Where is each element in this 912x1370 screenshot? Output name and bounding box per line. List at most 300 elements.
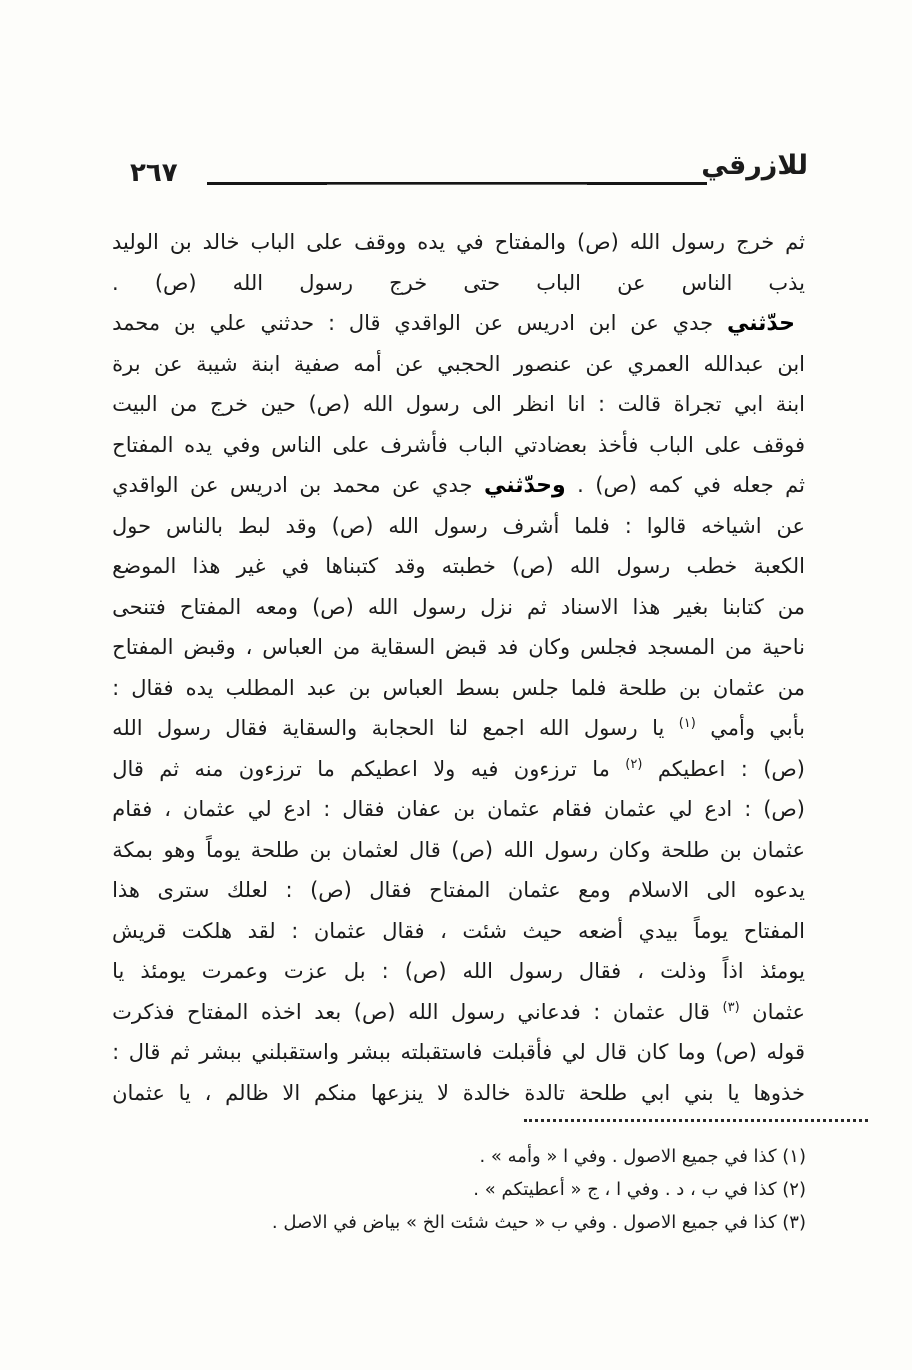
body-line <box>112 546 805 587</box>
body-word: المسجد <box>647 635 716 659</box>
body-word: من <box>777 675 805 700</box>
body-word: طلحة <box>618 675 667 700</box>
footnote-item: (٢) كذا في ب ، د . وفي ا ، ج « أعطيتكم » . <box>473 1179 806 1200</box>
body-word: لبط <box>237 513 271 538</box>
body-word: خالدة <box>462 1080 511 1105</box>
body-word: : <box>323 797 331 821</box>
body-word: تالدة <box>524 1080 566 1105</box>
body-word: البيت <box>112 392 158 416</box>
body-word: ابي <box>641 1080 671 1105</box>
body-word: الناس <box>681 270 733 295</box>
body-word: الباب <box>458 432 504 457</box>
body-line <box>112 222 805 263</box>
body-word: (ص) <box>511 554 554 578</box>
body-word: ابن <box>588 311 617 335</box>
body-word: قال <box>348 311 381 335</box>
body-word: عثمان <box>603 797 657 821</box>
body-word: غير <box>236 554 266 578</box>
body-word: : <box>593 999 601 1024</box>
body-word: فأشرف <box>380 432 448 457</box>
body-word: رسول <box>299 270 354 295</box>
body-word: المفتاح <box>187 999 249 1024</box>
body-word: : <box>744 797 752 821</box>
body-word: كان <box>636 1040 669 1064</box>
body-word: فجلس <box>580 635 638 659</box>
footnote-separator <box>524 1119 868 1122</box>
body-word: (ص) <box>353 999 396 1024</box>
body-word: (ص) <box>308 392 351 416</box>
body-line <box>112 830 805 871</box>
body-word: وأمي <box>710 716 755 740</box>
body-word: عثمان <box>507 878 561 902</box>
body-word: بأبي <box>769 716 805 740</box>
body-word: الله <box>503 837 534 862</box>
body-word: يومئذ <box>759 959 805 983</box>
body-line <box>112 344 805 385</box>
body-word: قوله <box>766 1040 805 1064</box>
body-word: (ص) <box>715 1040 757 1064</box>
body-word: برة <box>112 351 141 376</box>
body-word: يومئذ <box>140 959 186 983</box>
body-line <box>112 789 805 830</box>
body-word: كمه <box>648 473 682 497</box>
body-word: نزل <box>480 594 513 619</box>
body-word: من <box>725 635 753 659</box>
body-word: فقال <box>369 878 412 902</box>
body-word: رسول <box>509 959 563 983</box>
body-word: لعلك <box>226 878 269 902</box>
body-word: لي <box>668 797 693 821</box>
body-word: بيدي <box>638 918 679 943</box>
body-word: ، <box>204 1080 212 1105</box>
body-word: فذكرت <box>112 999 175 1024</box>
body-word: الاسناد <box>560 594 619 619</box>
body-word: ببشر <box>199 1040 242 1064</box>
body-line <box>112 911 805 952</box>
body-word: عفان <box>396 797 442 821</box>
body-word: رسول <box>405 392 460 416</box>
footnote-marker: (٢) <box>625 756 643 772</box>
body-text <box>112 222 805 1113</box>
body-word: خطبته <box>441 554 496 578</box>
body-word: جعله <box>732 473 774 497</box>
body-word: رسول <box>583 716 638 740</box>
body-word: عزت <box>283 959 328 983</box>
body-word: فيه <box>470 756 499 781</box>
body-word: علي <box>209 311 247 335</box>
body-word: ابنة <box>251 351 281 376</box>
body-word: (ص) <box>310 878 352 902</box>
body-word: . <box>112 270 119 295</box>
body-word: بعد <box>314 999 342 1024</box>
body-word: تجراة <box>673 392 722 416</box>
body-word: ما <box>592 756 610 781</box>
body-word: هذا <box>112 878 141 902</box>
body-word: ابن <box>777 351 805 376</box>
body-word: قال <box>112 756 144 781</box>
body-word: لي <box>561 1040 586 1064</box>
body-line <box>112 668 805 709</box>
body-word: طلحة <box>250 837 300 862</box>
body-word: المفتاح <box>429 878 491 902</box>
body-word: فدعاني <box>517 999 581 1024</box>
body-word: فقام <box>551 797 592 821</box>
body-word: فقال <box>225 716 268 740</box>
body-word: بغير <box>674 594 709 619</box>
body-line <box>112 749 805 790</box>
body-word: الله <box>569 554 601 578</box>
body-word: قال <box>678 999 710 1024</box>
body-word: العباس <box>262 635 324 659</box>
body-word: خالد <box>202 230 240 254</box>
body-word: يدعوه <box>753 878 805 902</box>
body-word: بن <box>348 675 371 700</box>
body-word: بن <box>453 797 476 821</box>
body-word: ووقف <box>354 230 407 254</box>
body-word: شئت <box>462 918 507 943</box>
body-word: يا <box>112 959 125 983</box>
body-word: : <box>598 392 606 416</box>
body-word: سترى <box>157 878 210 902</box>
body-word: عن <box>776 513 805 538</box>
body-word: يوماً <box>693 918 729 943</box>
body-word: (ص) <box>331 513 374 538</box>
body-word: الله <box>538 716 570 740</box>
body-word: هذا <box>192 554 221 578</box>
header-rule <box>207 182 707 185</box>
body-word: الله <box>362 392 394 416</box>
body-word: هذا <box>632 594 661 619</box>
body-word: قريش <box>112 918 167 943</box>
body-word: ما <box>317 756 335 781</box>
body-word: فلما <box>574 513 610 538</box>
body-word: محمد <box>332 473 381 497</box>
body-word: عثمان <box>752 999 805 1024</box>
body-word: : <box>285 878 293 902</box>
body-word: الله <box>367 594 399 619</box>
body-word: يا <box>178 1080 191 1105</box>
body-word: قال <box>595 1040 627 1064</box>
body-word: لنا <box>448 716 468 740</box>
body-word: من <box>170 392 198 416</box>
body-word: فأخذ <box>597 432 639 457</box>
body-word: عن <box>630 311 659 335</box>
body-word: (ص) <box>312 594 354 619</box>
page-number: ٢٦٧ <box>130 158 178 188</box>
body-word: الكعبة <box>753 554 805 578</box>
body-line <box>112 708 805 749</box>
body-word: على <box>306 230 344 254</box>
body-word: اجمع <box>482 716 525 740</box>
body-word: كتابنا <box>722 594 764 619</box>
body-word: يذب <box>768 270 805 295</box>
body-word: المفتاح <box>112 432 174 457</box>
body-word: ، <box>440 918 447 943</box>
body-word: ادريس <box>229 473 288 497</box>
body-word: جدي <box>432 473 473 497</box>
body-line <box>112 1073 805 1114</box>
body-word: الواقدي <box>112 473 179 497</box>
body-line <box>112 303 805 344</box>
body-word: صفية <box>293 351 340 376</box>
body-word: السقاية <box>370 635 436 659</box>
body-word: خذوها <box>753 1080 805 1105</box>
body-word: بعضادتي <box>513 432 588 457</box>
body-word: من <box>777 594 805 619</box>
body-word: واستقبلني <box>251 1040 339 1064</box>
body-word: خطب <box>686 554 738 578</box>
body-word: اشياخه <box>701 513 762 538</box>
body-word: لا <box>437 1080 450 1105</box>
body-word: انا <box>567 392 586 416</box>
body-word: عنصور <box>513 351 572 376</box>
body-word: يوماً <box>205 837 241 862</box>
body-word: عن <box>189 473 219 497</box>
body-word: الله <box>462 959 493 983</box>
body-word: المفتاح <box>743 918 805 943</box>
body-word: يا <box>727 1080 740 1105</box>
body-word: عثمان <box>612 999 666 1024</box>
body-word: وقد <box>394 554 426 578</box>
body-word: اعطيكم <box>350 756 418 781</box>
body-line <box>112 627 805 668</box>
body-word: رسول <box>412 594 467 619</box>
body-word: طلحة <box>661 837 710 862</box>
footnote-item: (١) كذا في جميع الاصول . وفي ا « وأمه » . <box>479 1146 806 1167</box>
body-word: انظر <box>514 392 555 416</box>
body-word: شيبة <box>196 351 238 376</box>
body-word: حول <box>112 513 152 538</box>
body-word: عن <box>154 351 183 376</box>
body-word: ، <box>245 635 253 659</box>
body-word: قال <box>128 1040 161 1064</box>
body-word: قالوا <box>646 513 687 538</box>
body-word: ثم <box>527 594 547 619</box>
body-word: ادع <box>704 797 733 821</box>
body-word: في <box>693 473 721 497</box>
body-line <box>112 1032 805 1073</box>
body-word: اخذه <box>260 999 302 1024</box>
body-word: من <box>332 635 361 659</box>
body-word: وما <box>677 1040 706 1064</box>
body-line <box>112 465 805 506</box>
body-word: خرج <box>736 230 775 254</box>
body-word: عثمان <box>752 837 805 862</box>
body-word: وقد <box>285 513 317 538</box>
body-word: ظالم <box>225 1080 269 1105</box>
body-word: ترزءون <box>238 756 302 781</box>
body-word: منكم <box>313 1080 358 1105</box>
body-word: عثمان <box>182 797 236 821</box>
body-word: رسول <box>616 554 671 578</box>
body-word: المفتاح <box>179 594 242 619</box>
body-word: الحجابة <box>371 716 435 740</box>
body-word: حتى <box>463 270 501 295</box>
body-word: يا <box>652 716 665 740</box>
body-word: فقال <box>578 959 622 983</box>
body-word: أضعه <box>578 918 624 943</box>
body-word: والسقاية <box>281 716 358 740</box>
body-word: (ص) <box>404 959 447 983</box>
body-word: ناحية <box>762 635 805 659</box>
body-word: : <box>112 675 120 700</box>
body-line <box>112 951 805 992</box>
body-word: محمد <box>112 311 161 335</box>
body-word: فلما <box>570 675 607 700</box>
body-word: : <box>112 1040 120 1064</box>
body-word: : <box>740 756 748 781</box>
body-word: خرج <box>389 270 428 295</box>
footnotes <box>112 1140 806 1239</box>
body-word: عبد <box>306 675 337 700</box>
body-line <box>112 263 805 304</box>
body-word: لقد <box>247 918 276 943</box>
body-word: عن <box>474 311 504 335</box>
body-word: الواقدي <box>394 311 461 335</box>
header-title: للازرقي <box>701 150 808 181</box>
footnote-marker: (١) <box>678 716 696 731</box>
body-word: عثمان <box>313 918 367 943</box>
body-word: ادريس <box>517 311 575 335</box>
body-word: ثم <box>785 473 805 497</box>
body-word: جدي <box>672 311 714 335</box>
body-word: قال <box>409 837 441 862</box>
body-word: فد <box>497 635 519 659</box>
body-word: ببشر <box>348 1040 392 1064</box>
body-word: ابنة <box>775 392 805 416</box>
body-word: ومع <box>578 878 611 902</box>
body-word: لي <box>247 797 272 821</box>
body-word: جلس <box>512 675 559 700</box>
body-word: وفي <box>222 432 261 457</box>
body-word: بسط <box>455 675 500 700</box>
body-word: الله <box>629 230 661 254</box>
body-word: وعمرت <box>201 959 268 983</box>
body-line <box>112 425 805 466</box>
body-word: الى <box>472 392 502 416</box>
body-word: فوقف <box>752 432 805 457</box>
body-word: وكان <box>528 635 571 659</box>
body-word: المفتاح <box>112 635 174 659</box>
body-word: الله <box>232 270 264 295</box>
body-word: رسول <box>156 716 211 740</box>
body-word: أمه <box>353 351 382 376</box>
body-word: منه <box>194 756 224 781</box>
body-word: الباب <box>536 270 581 295</box>
body-word-bold: حدّثني <box>726 311 795 336</box>
footnote-marker: (٣) <box>722 999 740 1015</box>
body-word: الله <box>112 716 143 740</box>
body-word: الموضع <box>112 554 177 578</box>
body-word: وهو <box>163 837 196 862</box>
body-word: بن <box>173 311 196 335</box>
body-word: (ص) <box>763 756 805 781</box>
body-word: يده <box>185 675 214 700</box>
body-word: لعثمان <box>341 837 399 862</box>
body-word: ولا <box>433 756 456 781</box>
body-word: الناس <box>271 432 322 457</box>
body-word: بن <box>169 230 192 254</box>
body-word: بن <box>678 675 701 700</box>
body-word: فقال <box>342 797 385 821</box>
body-word: فتنحى <box>112 594 166 619</box>
body-word: خرج <box>209 392 249 416</box>
body-word: رسول <box>433 513 488 538</box>
body-word: رسول <box>451 999 505 1024</box>
body-word: رسول <box>544 837 599 862</box>
body-word: الله <box>408 999 439 1024</box>
body-word: اذاً <box>722 959 744 983</box>
body-word: ثم <box>159 756 180 781</box>
body-word: ثم <box>169 1040 190 1064</box>
body-word: فأقبلت <box>491 1040 553 1064</box>
body-word: (ص) <box>595 473 638 497</box>
body-word: : <box>291 918 299 943</box>
body-word: الى <box>706 878 737 902</box>
body-word: اعطيكم <box>657 756 726 781</box>
body-word: هلكت <box>181 918 233 943</box>
body-word: ، <box>637 959 645 983</box>
body-word: ابي <box>734 392 764 416</box>
body-word: الوليد <box>112 230 159 254</box>
body-word: عن <box>392 473 421 497</box>
body-word: قالت <box>617 392 662 416</box>
footnote-item: (٣) كذا في جميع الاصول . وفي ب « حيث شئت الخ » بياض في الاصل . <box>271 1212 806 1233</box>
body-word: الحجبي <box>437 351 501 376</box>
body-word: (ص) <box>451 837 494 862</box>
body-word: على <box>704 432 742 457</box>
body-word: بالناس <box>166 513 224 538</box>
body-word: فقام <box>112 797 153 821</box>
body-word: (ص) <box>154 270 197 295</box>
body-line <box>112 992 805 1033</box>
body-word: يده <box>184 432 213 457</box>
body-word: ادع <box>283 797 312 821</box>
body-word: في <box>456 230 484 254</box>
body-word: الاسلام <box>628 878 690 902</box>
body-word: (ص) <box>577 230 619 254</box>
body-word: عبدالله <box>703 351 764 376</box>
body-word: . <box>577 473 584 497</box>
body-word: وكان <box>608 837 651 862</box>
body-word: فاستقبلته <box>400 1040 483 1064</box>
body-word: الباب <box>250 230 296 254</box>
body-word: بن <box>299 473 322 497</box>
body-word: رسول <box>671 230 726 254</box>
body-word: حيث <box>522 918 563 943</box>
body-line <box>112 587 805 628</box>
body-word: ينزعها <box>370 1080 424 1105</box>
body-word-bold: وحدّثني <box>483 473 566 498</box>
body-word: بمكة <box>112 837 154 862</box>
body-word: بل <box>343 959 366 983</box>
body-word: عن <box>585 351 614 376</box>
body-word: الله <box>388 513 419 538</box>
body-word: عن <box>617 270 646 295</box>
body-word: بن <box>719 837 742 862</box>
body-word: المطلب <box>225 675 295 700</box>
body-word: عثمان <box>712 675 766 700</box>
body-word: الا <box>282 1080 301 1105</box>
body-word: : <box>381 959 389 983</box>
body-word: عثمان <box>112 1080 165 1105</box>
body-word: ، <box>164 797 171 821</box>
body-word: عثمان <box>487 797 540 821</box>
body-word: ثم <box>785 230 805 254</box>
body-word: وقبض <box>183 635 236 659</box>
body-word: فقال <box>131 675 174 700</box>
body-word: (ص) <box>763 797 805 821</box>
